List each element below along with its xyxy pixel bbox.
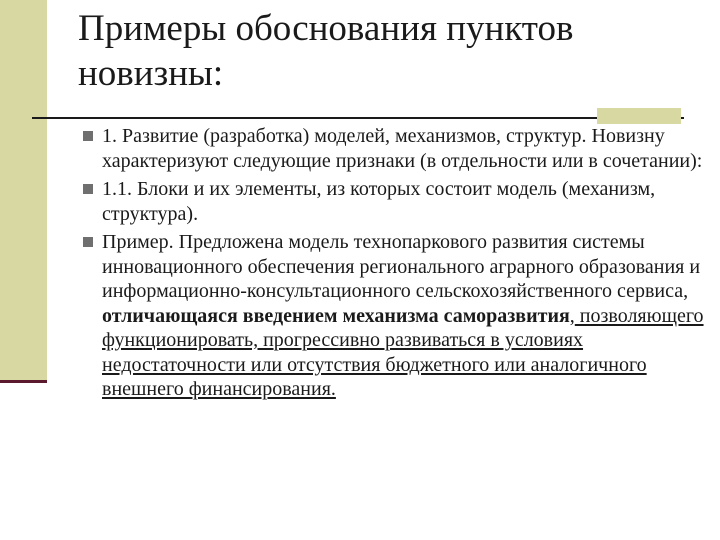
square-bullet-icon — [83, 131, 93, 141]
title-divider — [32, 117, 684, 119]
bullet-item-3 — [83, 230, 713, 402]
bullet-list — [83, 124, 713, 402]
square-bullet-icon — [83, 184, 93, 194]
square-bullet-icon — [83, 237, 93, 247]
bullet-text-3-bold: отличающаяся введением механизма саморазвития — [102, 304, 570, 327]
bullet-item-1 — [83, 124, 713, 173]
bullet-text-1: 1. Развитие (разработка) моделей, механизмов, структур. Новизну характеризуют следующие признаки (в отдельности или в сочетании): — [102, 125, 703, 172]
bullet-item-2 — [83, 177, 713, 226]
bullet-text-3-comma: , — [569, 304, 575, 327]
slide-title: Примеры обоснования пунктов новизны: — [78, 8, 574, 94]
bullet-text-2: 1.1. Блоки и их элементы, из которых состоит модель (механизм, структура). — [102, 178, 656, 225]
bullet-text-3-plain: Пример. Предложена модель технопаркового развития системы инновационного обеспечения регионального аграрного образования и информационно-консультационного сельскохозяйственного сервиса, — [102, 231, 701, 302]
left-accent-bar — [0, 0, 47, 380]
bullet-text-3-underlined: позволяющего функционировать, прогрессивно развиваться в условиях недостаточности или отсутствия бюджетного или аналогичного внешнего финансирования. — [102, 304, 704, 400]
left-accent-line — [0, 380, 47, 383]
divider-accent-block — [597, 108, 681, 124]
